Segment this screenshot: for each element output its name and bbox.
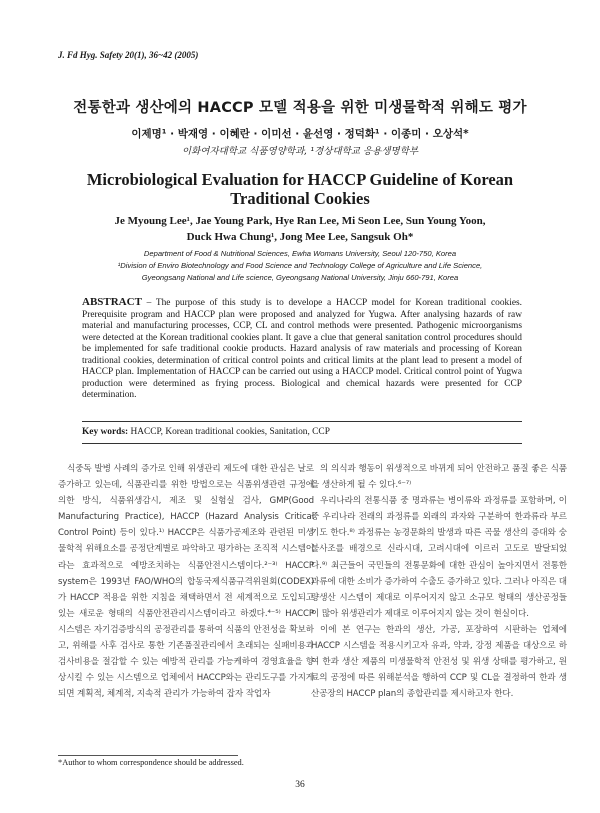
page-number: 36: [295, 780, 305, 790]
body-paragraph: 식중독 발병 사례의 증가로 인해 위생관리 제도에 대한 관심은 날로 증가하고 있는데, 식품관리를 위한 방법으로는 식품위생관련 규정에 의한 방식, 식품위생감시, 제조 및 실험실 검사, GMP(Good Manufacturing Practice), HACCP (Hazard Analysis Critical Control Point) 등이 있다.¹⁾ HACCP은 식품가공제조와 관련된 미생물학적 위해요소를 공정단계별로 파악하고 평가하는 조직적 시스템이라는 효과적으로 예방조치하는 식품안전시스템이다.²⁻³⁾ HACCP system은 1993년 FAO/WHO의 합동국제식품규격위원회(CODEX)가 HACCP 적용을 위한 지침을 채택하면서 전 세계적으로 도입되고 있는 새로운 형태의 식품안전관리시스템이라고 하겠다.⁴⁻⁵⁾ HACCP 시스템은 자기검증방식의 공정관리를 통하여 식품의 안전성을 확보하고, 위해를 사후 검사로 통한 기존품질관리에서 초래되는 실패비용과 검사비용을 절감할 수 있는 예방적 관리를 가능케하여 경영효율을 향상시킬 수 있는 시스템으로 업체에서 HACCP와는 관리도구를 가지게 되면 계획적, 체계적, 지속적 관리가 가능하여 잡자 작업자: [58, 464, 314, 700]
english-authors-line-1: Je Myoung Lee¹, Jae Young Park, Hye Ran Lee, Mi Seon Lee, Sun Young Yoon,: [114, 215, 486, 227]
keywords-text: HACCP, Korean traditional cookies, Sanitation, CCP: [128, 427, 330, 437]
footnote: *Author to whom correspondence should be addressed.: [58, 758, 244, 767]
body-paragraph: 우리나라의 전통식품 중 명과류는 병이류와 과정류를 포함하며, 이 중 우리나라 전래의 과정류를 외래의 과자와 구분하여 한과류라 부르기도 한다.⁸⁾ 과정류는 농경문화의 발생과 따른 곡물 생산의 증대와 숭불사조를 배경으로 신라시대, 고려시대에 이르러 고도로 발달되었다.⁹⁾ 최근들어 국민들의 전통문화에 대한 관심이 높아지면서 전통한과류에 대한 소비가 증가하여 수출도 증가하고 있다. 그러나 아직은 대량생산 시스템이 제대로 이루어지지 않고 소규모 형태의 생산공정들이 많아 위생관리가 제대로 이루어지지 않는 것이 현실이다.: [311, 496, 567, 619]
english-authors-line-2: Duck Hwa Chung¹, Jong Mee Lee, Sangsuk Oh*: [186, 231, 414, 243]
keywords: [82, 427, 522, 437]
affiliation-line-3: Gyeongsang National and Life science, Gyeongsang National University, Jinju 660-791, Korea: [141, 273, 459, 282]
body-paragraph: 의 의식과 행동이 위생적으로 바뀌게 되어 안전하고 품질 좋은 식품을 생산하게 될 수 있다.⁶⁻⁷⁾: [311, 464, 567, 491]
english-affiliations: [30, 248, 570, 284]
abstract: [82, 297, 522, 402]
body-column-left: [58, 461, 314, 755]
korean-title: 전통한과 생산에의 HACCP 모델 적용을 위한 미생물학적 위해도 평가: [73, 100, 527, 116]
affiliation-line-2: ¹Division of Enviro Biotechnology and Food Science and Technology College of Agriculture and Life Science,: [117, 261, 483, 270]
abstract-label: ABSTRACT: [82, 296, 142, 308]
english-title: Microbiological Evaluation for HACCP Guideline of Korean Traditional Cookies: [86, 170, 514, 208]
english-authors: [60, 213, 540, 245]
journal-citation: J. Fd Hyg. Safety 20(1), 36~42 (2005): [58, 50, 199, 60]
keywords-bottom-rule: [82, 443, 522, 444]
korean-authors: 이제명¹ · 박재영 · 이혜란 · 이미선 · 윤선영 · 정덕화¹ · 이종미 · 오상석*: [131, 128, 469, 140]
keywords-top-rule: [82, 421, 522, 422]
body-paragraph: 이에 본 연구는 한과의 생산, 가공, 포장하여 시판하는 업체에 HACCP 시스템을 적용시키고자 유과, 약과, 강정 제품을 대상으로 하여 한과 생산 제품의 미생물학적 안전성 및 위생 상태를 평가하고, 원료의 공정에 따른 위해분석을 행하여 CCP 및 CL을 결정하여 한과 생산공장의 HACCP plan의 종합관리를 제시하고자 한다.: [311, 624, 567, 700]
keywords-label: Key words:: [82, 427, 129, 437]
abstract-text: – The purpose of this study is to develope a HACCP model for Korean traditional cookies. Prerequisite program and HACCP plan were proposed and analyzed for Yugwa. After analysing hazards of raw material and manufacturing processes, CCP, CL and control methods were presented. Pathogenic microorganisms were detected at the Korean traditional cookies plant. It gave a clue that general sanitation control procedures should be implemented for safe traditional cookie products. Hazard analysis of raw materials and processing of Korean traditional cookies, determination of critical control points and critical limits at the plant lead to present a model of HACCP plan. Implementation of HACCP can be carried out using a HACCP model. Critical control point of Yugwa production were determined as frying process. Biological and chemical hazards were presented for CCP determination.: [82, 298, 522, 401]
body-column-right: [311, 461, 567, 804]
korean-affiliation: 이화여자대학교 식품영양학과, ¹경상대학교 응용생명학부: [181, 146, 419, 157]
footnote-rule: [58, 755, 238, 756]
affiliation-line-1: Department of Food & Nutritional Sciences, Ewha Womans University, Seoul 120-750, Korea: [143, 249, 457, 258]
